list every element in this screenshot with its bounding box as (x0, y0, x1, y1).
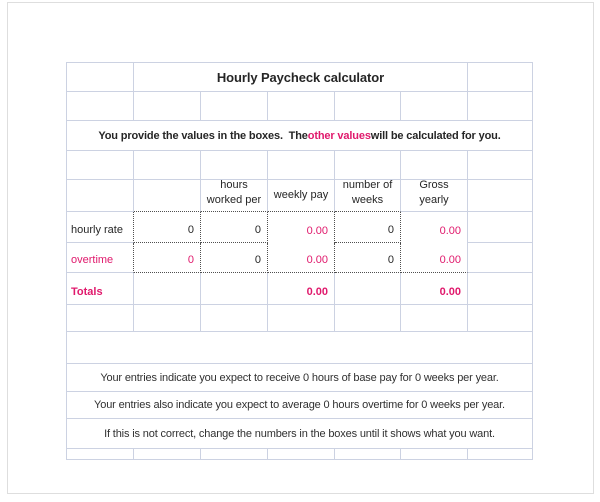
empty-cell (468, 449, 533, 460)
empty-cell (268, 92, 335, 121)
empty-cell (401, 449, 468, 460)
empty-cell (67, 305, 134, 332)
empty-cell (268, 449, 335, 460)
empty-cell (401, 305, 468, 332)
col-header-weekly-pay (268, 180, 335, 212)
calc-total-weekly-pay: 0.00 (268, 273, 335, 305)
intro-banner (67, 121, 533, 151)
calc-hourly-weekly-pay: 0.00 (268, 212, 335, 243)
col-header-gross-yearly (401, 180, 468, 212)
note-base-pay: Your entries indicate you expect to receive 0 hours of base pay for 0 weeks per year. (67, 364, 533, 392)
empty-cell (201, 273, 268, 305)
calc-overtime-rate: 0 (134, 243, 201, 273)
col-header-weekly-pay-label: weekly pay (273, 189, 329, 202)
empty-cell (268, 305, 335, 332)
calc-overtime-gross-yearly: 0.00 (401, 243, 468, 273)
intro-highlight: other values (307, 129, 371, 142)
empty-cell (268, 151, 335, 180)
empty-cell (468, 212, 533, 243)
empty-cell (201, 449, 268, 460)
empty-cell (468, 92, 533, 121)
empty-cell (134, 305, 201, 332)
empty-cell (335, 151, 401, 180)
col-header-gross-yearly-label: Gross yearly (419, 179, 449, 206)
note-overtime: Your entries also indicate you expect to average 0 hours overtime for 0 weeks per year. (67, 392, 533, 419)
empty-merged-row (67, 332, 533, 364)
calc-total-gross-yearly: 0.00 (401, 273, 468, 305)
empty-cell (134, 273, 201, 305)
row-label-hourly-rate: hourly rate (67, 212, 134, 243)
input-hourly-rate[interactable]: 0 (134, 212, 201, 243)
empty-cell (468, 63, 533, 92)
empty-cell (335, 305, 401, 332)
input-overtime-hours-worked[interactable]: 0 (201, 243, 268, 273)
empty-cell (401, 92, 468, 121)
input-hourly-number-of-weeks[interactable]: 0 (335, 212, 401, 243)
empty-cell (134, 180, 201, 212)
col-header-hours-worked-label: hours worked per (206, 179, 262, 206)
page-title: Hourly Paycheck calculator (134, 63, 468, 92)
empty-cell (335, 273, 401, 305)
input-hourly-hours-worked[interactable]: 0 (201, 212, 268, 243)
col-header-number-of-weeks (335, 180, 401, 212)
empty-cell (401, 151, 468, 180)
empty-cell (468, 305, 533, 332)
spreadsheet-grid (66, 62, 533, 460)
input-overtime-number-of-weeks[interactable]: 0 (335, 243, 401, 273)
col-header-number-of-weeks-label: number of weeks (342, 179, 393, 206)
empty-cell (468, 243, 533, 273)
empty-cell (468, 180, 533, 212)
empty-cell (134, 151, 201, 180)
empty-cell (468, 273, 533, 305)
empty-cell (468, 151, 533, 180)
empty-cell (67, 92, 134, 121)
row-label-overtime: overtime (67, 243, 134, 273)
empty-cell (201, 305, 268, 332)
row-label-totals: Totals (67, 273, 134, 305)
empty-cell (201, 92, 268, 121)
empty-cell (201, 151, 268, 180)
empty-cell (67, 449, 134, 460)
col-header-hours-worked (201, 180, 268, 212)
empty-cell (335, 92, 401, 121)
empty-cell (134, 92, 201, 121)
calc-overtime-weekly-pay: 0.00 (268, 243, 335, 273)
note-correction: If this is not correct, change the numbers in the boxes until it shows what you want. (67, 419, 533, 449)
empty-cell (134, 449, 201, 460)
intro-text-after: will be calculated for you. (370, 129, 501, 142)
empty-cell (67, 180, 134, 212)
intro-text-before: You provide the values in the boxes. The (98, 129, 308, 142)
empty-cell (67, 63, 134, 92)
empty-cell (335, 449, 401, 460)
empty-cell (67, 151, 134, 180)
calc-hourly-gross-yearly: 0.00 (401, 212, 468, 243)
